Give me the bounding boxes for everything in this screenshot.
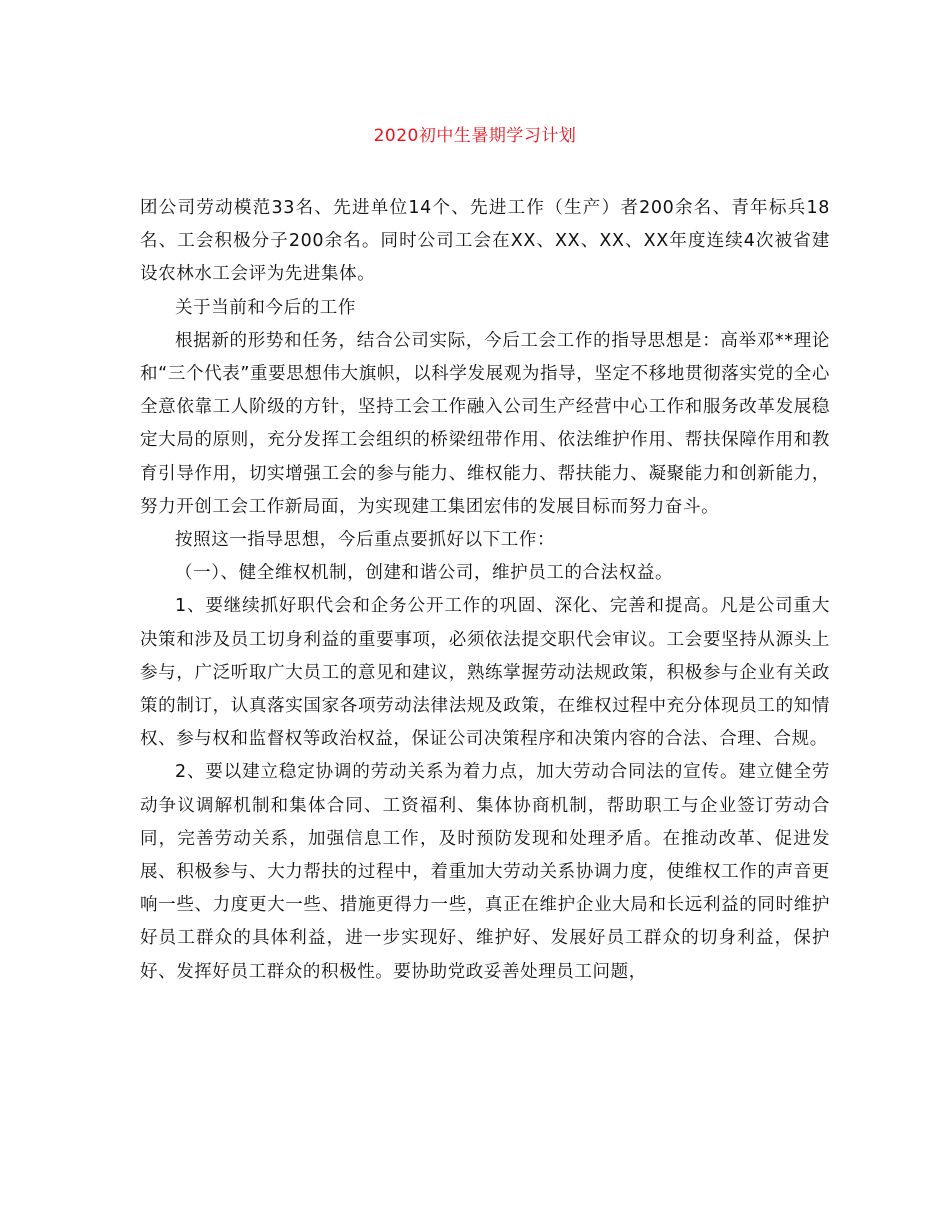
paragraph: 关于当前和今后的工作 [175,297,356,318]
paragraph: 团公司劳动模范33名、先进单位14个、先进工作（生产）者200余名、青年标兵18名、工会积极分子200余名。同时公司工会在XX、XX、XX、XX年度连续4次被省建设农林水工会评为先进集体。 [140,198,830,285]
paragraph: 2、要以建立稳定协调的劳动关系为着力点，加大劳动合同法的宣传。建立健全劳动争议调解机制和集体合同、工资福利、集体协商机制，帮助职工与企业签订劳动合同，完善劳动关系，加强信息工作，及时预防发现和处理矛盾。在推动改革、促进发展、积极参与、大力帮扶的过程中，着重加大劳动关系协调力度，使维权工作的声音更响一些、力度更大一些、措施更得力一些，真正在维护企业大局和长远利益的同时维护好员工群众的具体利益，进一步实现好、维护好、发展好员工群众的切身利益，保护好、发挥好员工群众的积极性。要协助党政妥善处理员工问题， [140,762,830,982]
paragraph: 根据新的形势和任务，结合公司实际，今后工会工作的指导思想是：高举邓**理论和“三个代表”重要思想伟大旗帜，以科学发展观为指导，坚定不移地贯彻落实党的全心全意依靠工人阶级的方针，坚持工会工作融入公司生产经营中心工作和服务改革发展稳定大局的原则，充分发挥工会组织的桥梁纽带作用、依法维护作用、帮扶保障作用和教育引导作用，切实增强工会的参与能力、维权能力、帮扶能力、凝聚能力和创新能力，努力开创工会工作新局面，为实现建工集团宏伟的发展目标而努力奋斗。 [140,330,830,517]
paragraph: 1、要继续抓好职代会和企务公开工作的巩固、深化、完善和提高。凡是公司重大决策和涉及员工切身利益的重要事项，必须依法提交职代会审议。工会要坚持从源头上参与，广泛听取广大员工的意见和建议，熟练掌握劳动法规政策，积极参与企业有关政策的制订，认真落实国家各项劳动法律法规及政策，在维权过程中充分体现员工的知情权、参与权和监督权等政治权益，保证公司决策程序和决策内容的合法、合理、合规。 [140,596,830,750]
document-title: 2020初中生暑期学习计划 [373,126,577,146]
document-body [140,192,830,989]
paragraph: 按照这一指导思想，今后重点要抓好以下工作： [175,530,556,551]
paragraph: （一）、健全维权机制，创建和谐公司，维护员工的合法权益。 [175,563,674,584]
